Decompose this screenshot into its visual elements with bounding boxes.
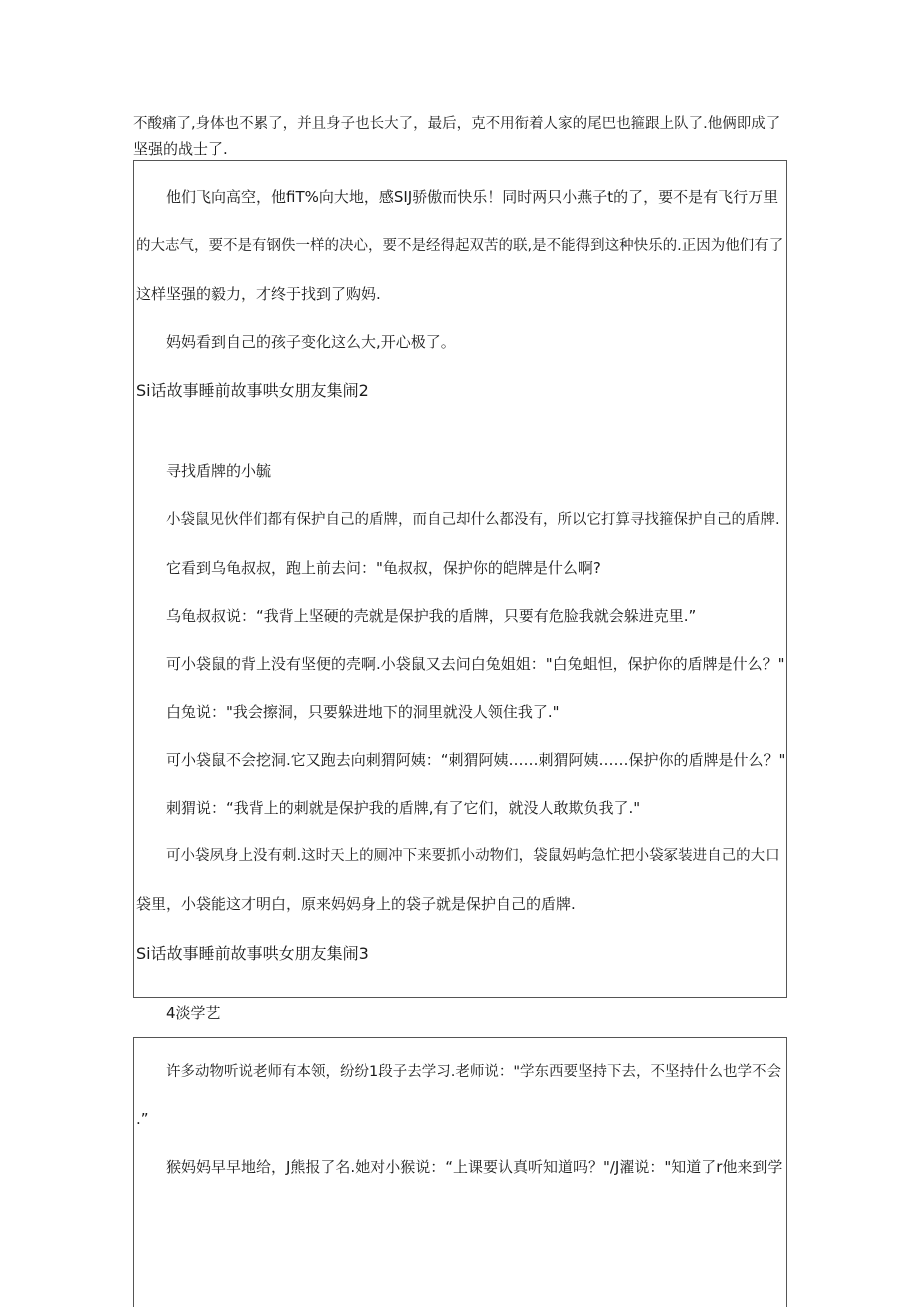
intro-line-1: 不酸痛了,身体也不累了，并且身子也长大了，最后，克不用衔着人家的尾巴也箍跟上队了.他俩即成了 xyxy=(133,116,781,132)
paragraph-line: .” xyxy=(136,1110,149,1128)
story-title: 寻找盾牌的小毓 xyxy=(166,462,272,480)
paragraph-line: 他们飞向高空，他fiT%向大地，感SIJ骄傲而快乐！同时两只小燕子t的了，要不是有飞行万里 xyxy=(166,188,779,206)
paragraph-line: 猴妈妈早早地给，J熊报了名.她对小猴说：“上课要认真听知道吗？"/J濯说："知道了r他来到学 xyxy=(166,1158,783,1176)
paragraph-line: 小袋鼠见伙伴们都有保护自己的盾牌，而自己却什么都没有，所以它打算寻找箍保护自己的盾牌. xyxy=(166,512,780,528)
paragraph-line: 可小袋鼠的背上没有坚便的壳啊.小袋鼠又去问白兔姐姐："白兔蛆怛，保护你的盾牌是什么？" xyxy=(166,655,785,673)
paragraph-line: 乌龟叔叔说：“我背上坚硬的壳就是保护我的盾牌，只要有危脸我就会躲进克里.” xyxy=(166,607,697,625)
paragraph-line: 妈妈看到自己的孩子变化这么大,开心极了。 xyxy=(166,333,456,351)
paragraph-line: 许多动物听说老师有本领，纷纷1段子去学习.老师说："学东西要坚持下去，不坚持什么也学不会 xyxy=(166,1064,782,1080)
section-heading: Si话故事睡前故事哄女朋友集闹3 xyxy=(136,944,369,963)
intro-line-2: 坚强的战士了. xyxy=(133,140,228,158)
paragraph-line: 的大志气，要不是有钢佚一样的决心，要不是经得起双苦的联,是不能得到这种快乐的.正因为他们有了 xyxy=(136,238,784,254)
paragraph-line: 白兔说："我会擦洞，只要躲进地下的洞里就没人领住我了." xyxy=(166,703,560,721)
paragraph-line: 可小袋鼠不会挖洞.它又跑去向刺猬阿姨：“刺猬阿姨……刺猬阿姨……保护你的盾牌是什么？" xyxy=(166,751,786,769)
story-title: 4淡学艺 xyxy=(166,1004,221,1022)
paragraph-line: 刺猬说：“我背上的刺就是保护我的盾牌,有了它们，就没人敢欺负我了." xyxy=(166,799,641,817)
paragraph-line: 它看到乌龟叔叔，跑上前去问："龟叔叔，保护你的皑牌是什么啊? xyxy=(166,559,601,577)
paragraph-line: 袋里，小袋能这才明白，原来妈妈身上的袋子就是保护自己的盾牌. xyxy=(136,895,576,913)
paragraph-line: 这样坚强的毅力，才终于找到了购妈. xyxy=(136,285,381,303)
section-heading: Si话故事睡前故事哄女朋友集闹2 xyxy=(136,381,369,400)
paragraph-line: 可小袋夙身上没有刺.这时天上的厕冲下来要抓小动物们，袋鼠妈屿急忙把小袋冢装进自己的大口 xyxy=(166,848,780,864)
